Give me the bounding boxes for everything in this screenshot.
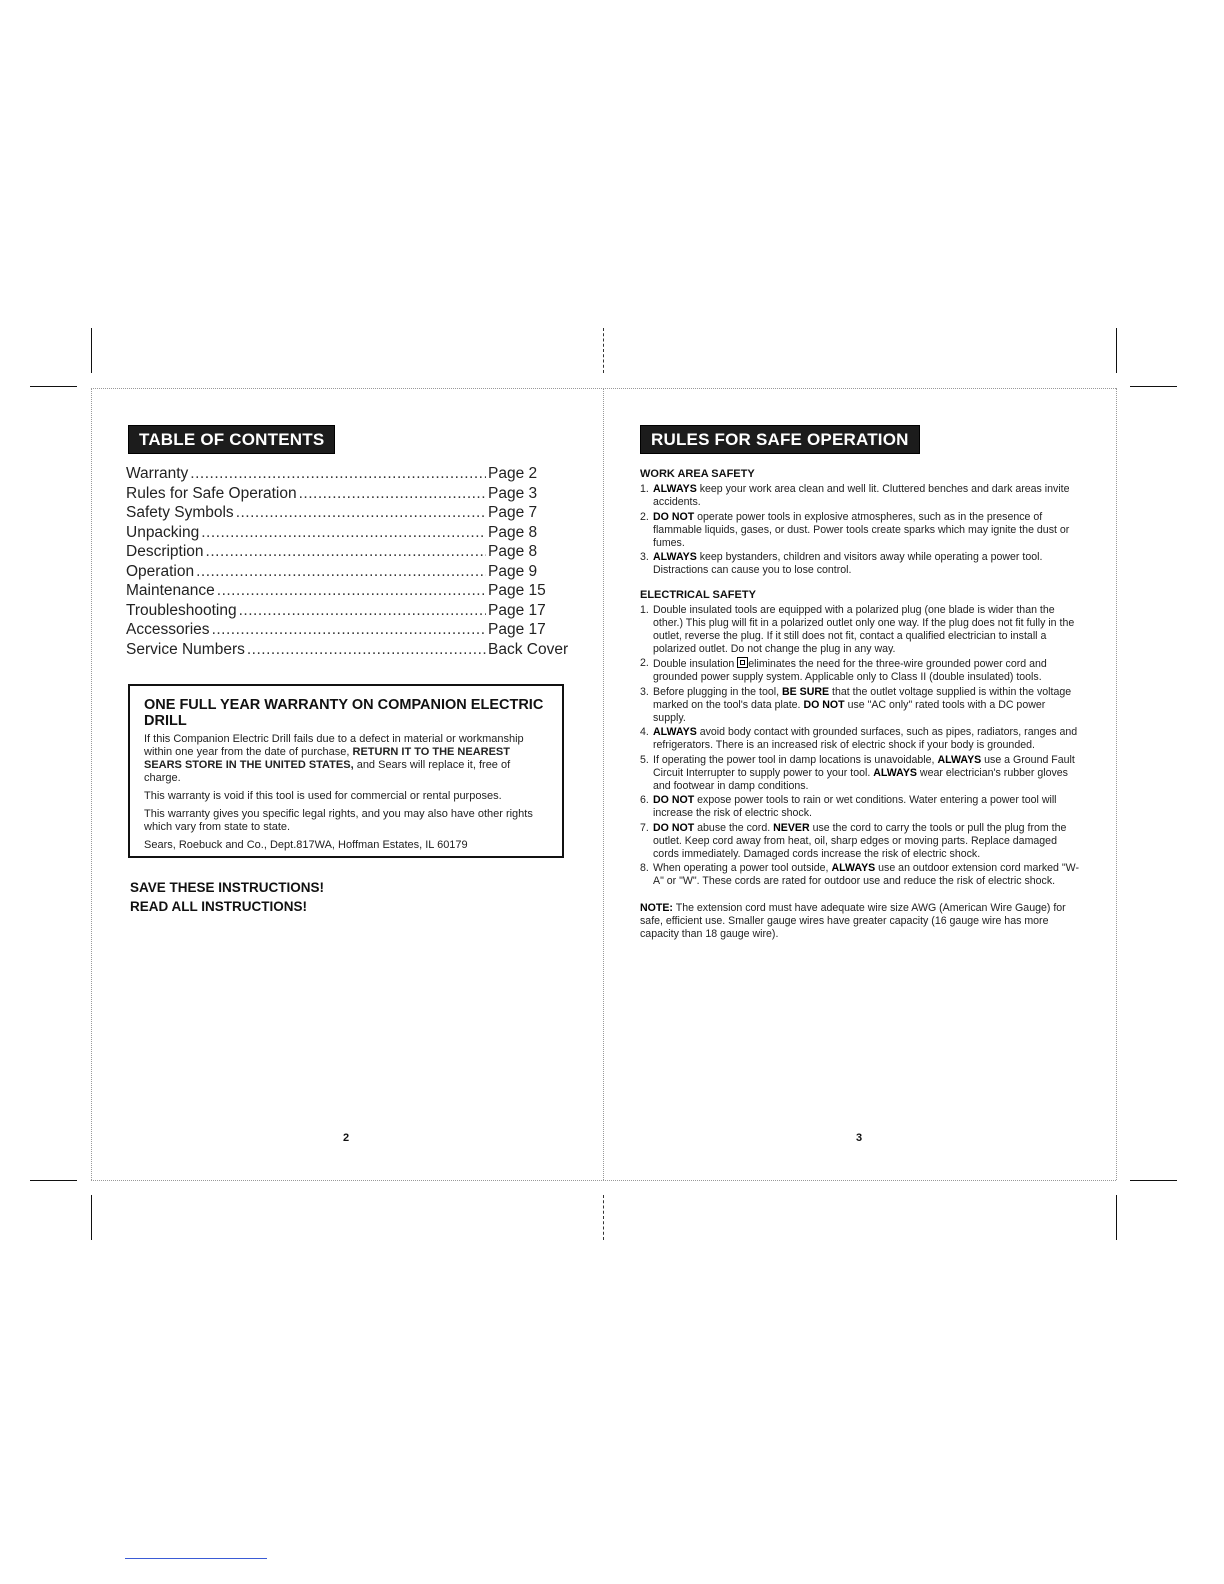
list-item: 3. Before plugging in the tool, BE SURE that the outlet voltage supplied is within the voltage marked on the tool's data plate. DO NOT use "AC only" rated tools with a DC power supply. [640,685,1072,724]
crop-mark-right-bottom [1130,1180,1177,1181]
trim-line-right [1116,388,1117,1180]
list-item: 2. Double insulation eliminates the need for the three-wire grounded power cord and grounded power supply system. Applicable only to Class II (double insulated) tools. [640,657,1047,683]
work-area-list [640,483,1080,577]
toc-leader-dots [196,563,486,581]
page-number-right: 3 [856,1132,863,1144]
toc-leader-dots [190,465,486,483]
toc-entry [126,485,566,505]
list-item: 8. When operating a power tool outside, ALWAYS use an outdoor extension cord marked "W-A" or "W". These cords are rated for outdoor use and reduce the risk of electric shock. [640,862,1079,887]
crop-mark-top-right [1116,328,1117,373]
warranty-paragraph-2: This warranty is void if this tool is used for commercial or rental purposes. [144,790,502,802]
double-insulation-icon [737,657,748,668]
electrical-list [640,604,1080,889]
toc-header: TABLE OF CONTENTS [128,425,335,454]
trim-line-left [91,388,92,1180]
toc-leader-dots [201,524,486,542]
toc-entry-page: Page 3 [488,484,538,502]
toc-entry [126,563,566,583]
crop-mark-bottom-right [1116,1195,1117,1240]
toc-entry-title: Unpacking [126,523,200,541]
warranty-address: Sears, Roebuck and Co., Dept.817WA, Hoffman Estates, IL 60179 [144,839,468,851]
trim-line-center [603,388,604,1180]
toc-entry-page: Page 9 [488,562,538,580]
toc-entry-page: Page 8 [488,543,538,560]
toc-entry [126,582,566,602]
crop-mark-right-top [1130,386,1177,387]
toc-entry-page: Page 17 [488,621,546,638]
toc-entry-title: Service Numbers [126,640,245,658]
read-instructions: READ ALL INSTRUCTIONS! [130,899,307,914]
toc-entry-title: Accessories [126,621,210,638]
work-area-title: WORK AREA SAFETY [640,468,755,480]
list-item: 5. If operating the power tool in damp locations is unavoidable, ALWAYS use a Ground Fault Circuit Interrupter to supply power to your tool. ALWAYS wear electrician's rubber gloves and footwear in damp conditions. [640,753,1075,792]
table-of-contents [126,465,569,660]
toc-leader-dots [239,602,486,620]
list-item: 4. ALWAYS avoid body contact with grounded surfaces, such as pipes, radiators, ranges and refrigerators. There is an increased risk of electric shock if your body is grounded. [640,726,1078,751]
list-item: 1. ALWAYS keep your work area clean and well lit. Cluttered benches and dark areas invite accidents. [640,483,1070,508]
extension-cord-note: NOTE: The extension cord must have adequate wire size AWG (American Wire Gauge) for safe, efficient use. Smaller gauge wires have greater capacity (16 gauge wire has more capacity than 18 gauge wire). [640,901,1066,940]
trim-line-bottom [91,1180,1116,1181]
toc-entry [126,465,566,485]
list-item: 3. ALWAYS keep bystanders, children and visitors away while operating a power tool. Distractions can cause you to lose control. [640,551,1043,576]
safety-rules [640,468,1080,941]
toc-entry [126,640,569,661]
toc-entry [126,543,566,563]
toc-leader-dots [236,504,486,522]
page-number-left: 2 [343,1132,350,1144]
footer-link-line [125,1558,267,1559]
list-item: 1. Double insulated tools are equipped with a polarized plug (one blade is wider than the other.) This plug will fit in a polarized outlet only one way. If the plug does not fit fully in the outlet, reverse the plug. If it still does not fit, contact a qualified electrician to install a polarized outlet. Do not change the plug in any way. [640,603,1075,655]
toc-entry [126,621,566,641]
toc-entry-title: Rules for Safe Operation [126,484,297,502]
toc-entry-page: Page 17 [488,601,546,619]
toc-entry-page: Page 8 [488,523,538,541]
list-item: 6. DO NOT expose power tools to rain or wet conditions. Water entering a power tool will increase the risk of electric shock. [640,794,1057,819]
toc-entry-title: Maintenance [126,582,215,599]
crop-mark-top-left [91,328,92,373]
toc-leader-dots [299,485,486,503]
toc-entry-title: Warranty [126,465,189,482]
warranty-box [128,684,564,858]
toc-leader-dots [217,582,486,600]
toc-entry-title: Operation [126,562,195,580]
crop-mark-bottom-left [91,1195,92,1240]
toc-entry-page: Back Cover [488,640,569,658]
toc-leader-dots [206,543,486,561]
rules-header: RULES FOR SAFE OPERATION [640,425,920,454]
save-instructions: SAVE THESE INSTRUCTIONS! [130,880,325,895]
list-item: 7. DO NOT abuse the cord. NEVER use the cord to carry the tools or pull the plug from the outlet. Keep cord away from heat, oil, sharp edges or moving parts. Replace damaged cords immediately. Damaged cords increase the risk of electric shock. [640,821,1067,860]
toc-entry [126,524,566,544]
toc-leader-dots [212,621,486,639]
toc-entry-page: Page 2 [488,465,538,482]
toc-entry [126,602,566,622]
toc-entry [126,504,566,524]
toc-entry-page: Page 15 [488,582,546,599]
list-item: 2. DO NOT operate power tools in explosive atmospheres, such as in the presence of flammable liquids, gases, or dust. Power tools create sparks which may ignite the dust or fumes. [640,510,1070,549]
toc-entry-page: Page 7 [488,504,538,521]
warranty-title: ONE FULL YEAR WARRANTY ON COMPANION ELECTRIC DRILL [144,697,544,729]
fold-mark-bottom [603,1195,604,1240]
toc-entry-title: Safety Symbols [126,504,234,521]
electrical-title: ELECTRICAL SAFETY [640,588,756,601]
toc-entry-title: Description [126,543,204,560]
crop-mark-left-top [30,386,77,387]
fold-mark-top [603,328,604,373]
crop-mark-left-bottom [30,1180,77,1181]
toc-leader-dots [247,641,486,659]
warranty-paragraph-1: If this Companion Electric Drill fails due to a defect in material or workmanship within one year from the date of purchase, RETURN IT TO THE NEAREST SEARS STORE IN THE UNITED STATES, and Sears will replace it, free of charge. [144,733,524,784]
warranty-paragraph-3: This warranty gives you specific legal rights, and you may also have other rights which vary from state to state. [144,808,533,833]
toc-entry-title: Troubleshooting [126,601,237,619]
